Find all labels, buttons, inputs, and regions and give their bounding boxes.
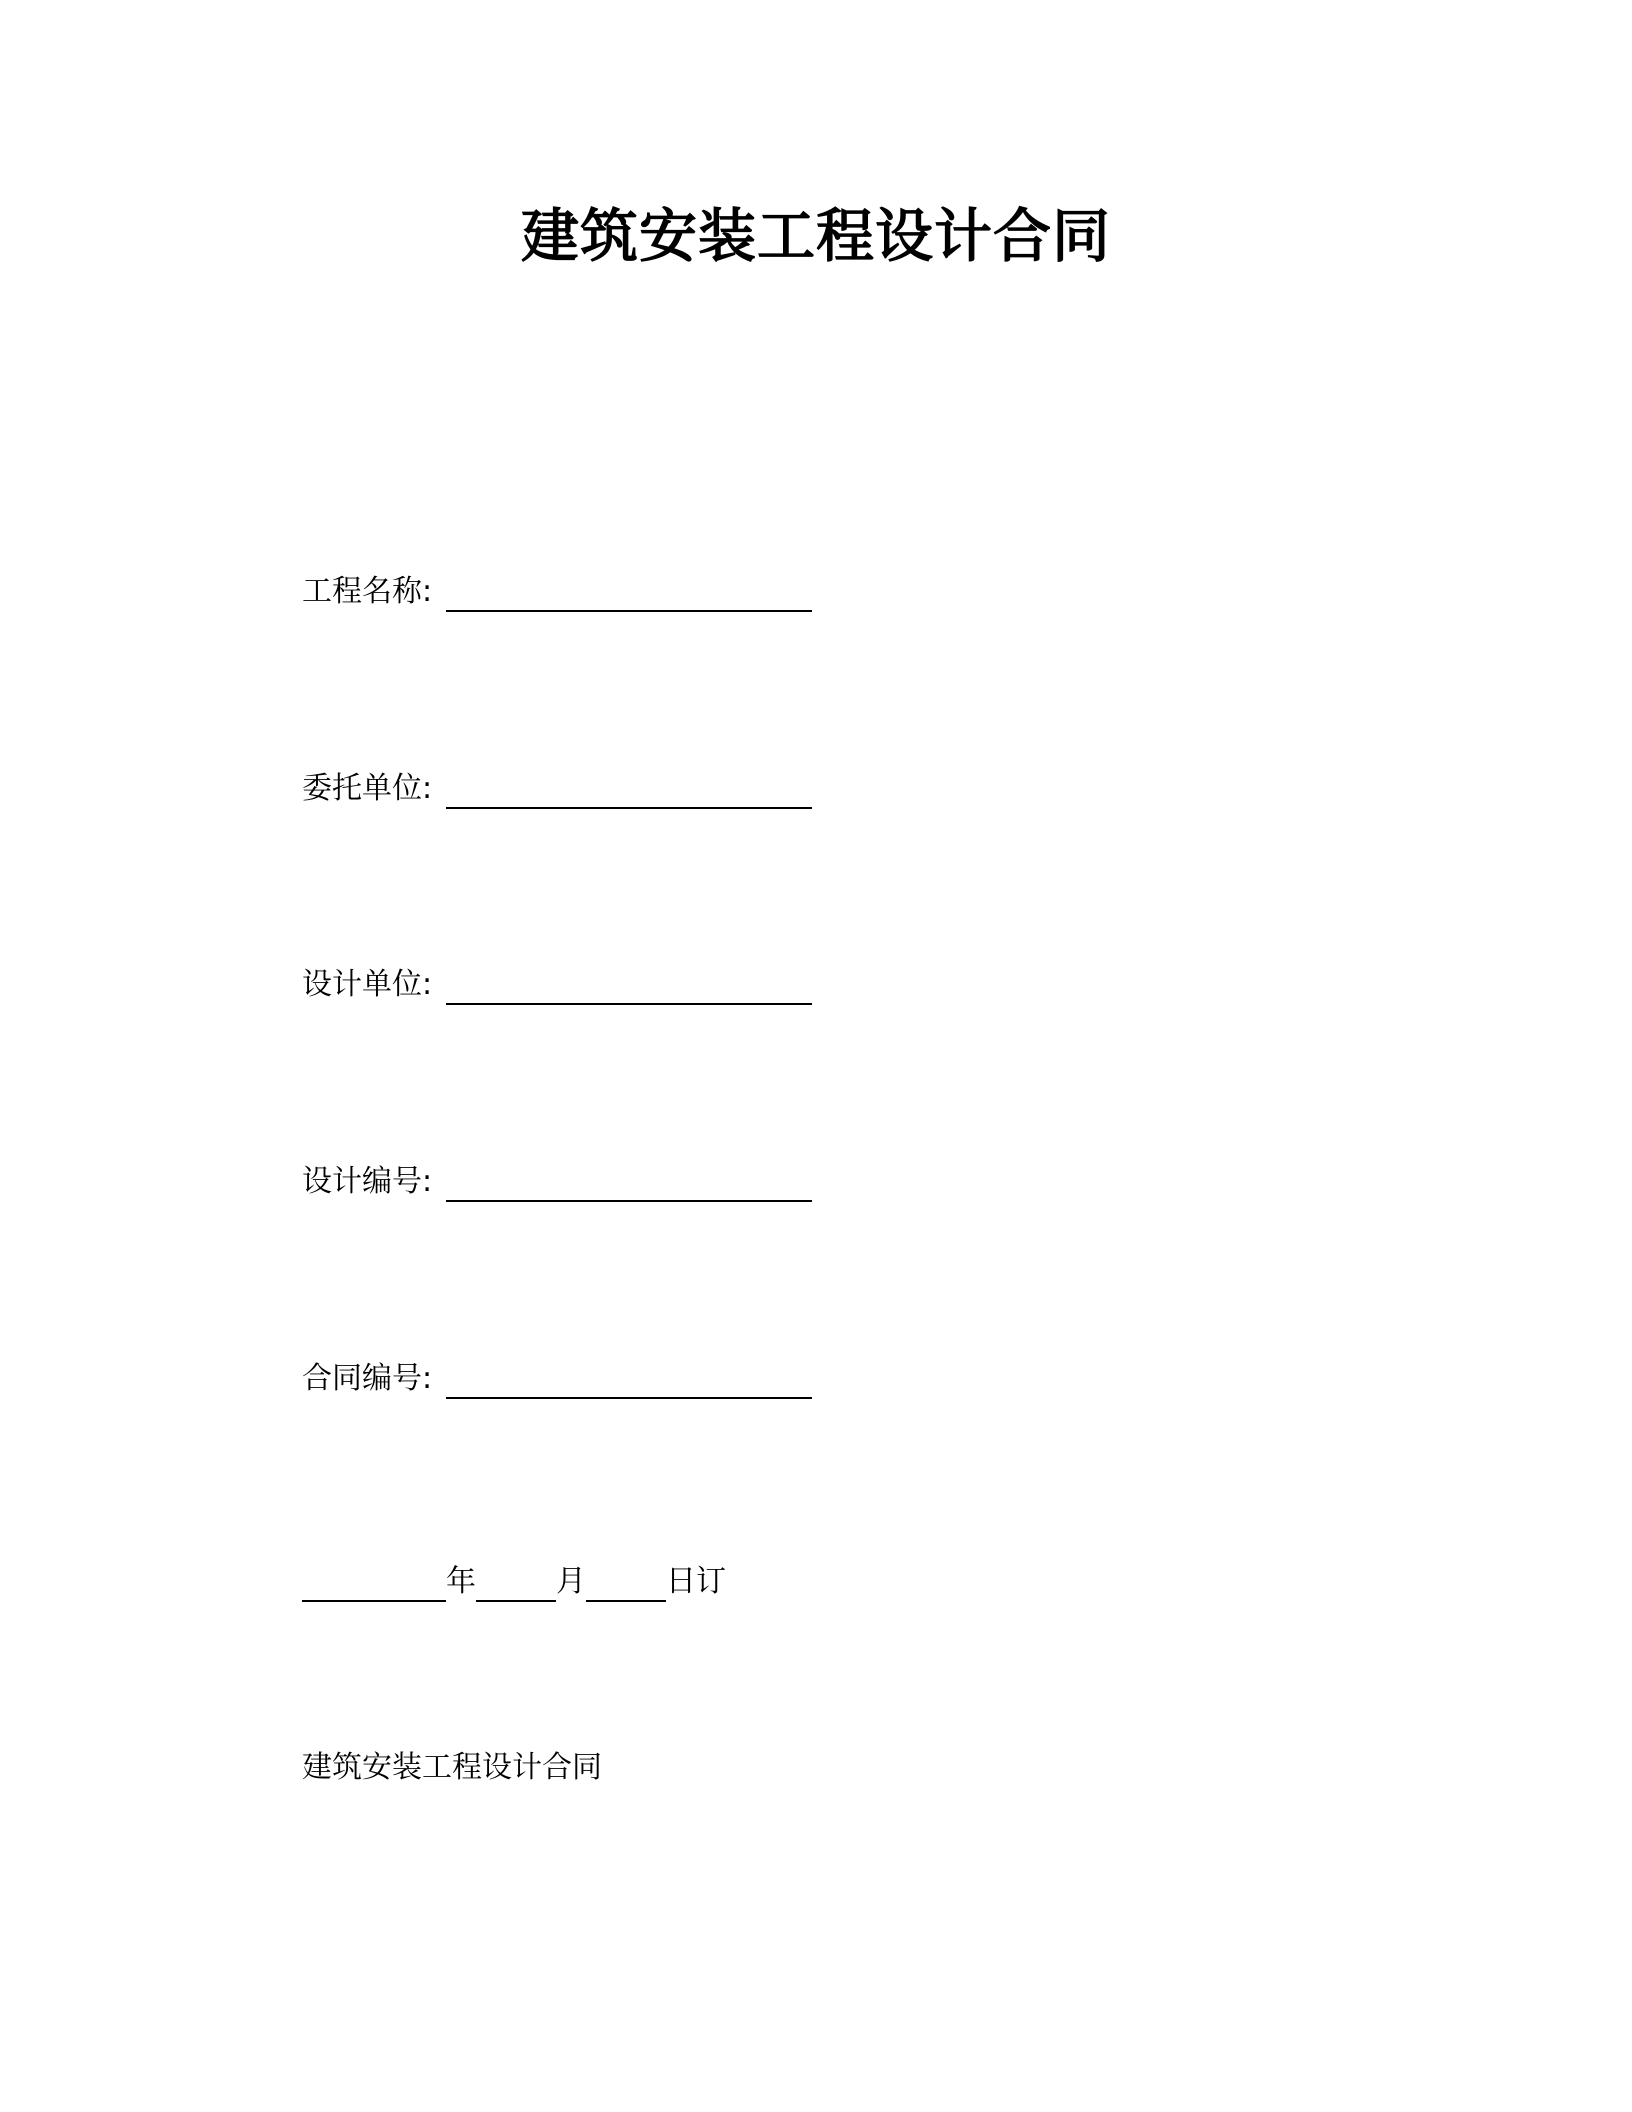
year-blank[interactable]: [302, 1564, 446, 1602]
document-title: 建筑安装工程设计合同: [520, 202, 1111, 270]
field-project-name: [302, 562, 812, 612]
month-label: 月: [556, 1564, 586, 1599]
field-client: [302, 759, 812, 809]
field-design-number: [302, 1152, 812, 1202]
date-line: [302, 1552, 726, 1602]
blank-line[interactable]: [446, 1164, 812, 1202]
field-contract-number: [302, 1349, 812, 1399]
blank-line[interactable]: [446, 967, 812, 1005]
field-label: 设计编号:: [302, 1164, 433, 1199]
blank-line[interactable]: [446, 771, 812, 809]
field-label: 工程名称:: [302, 574, 433, 609]
blank-line[interactable]: [446, 1361, 812, 1399]
field-label: 委托单位:: [302, 771, 433, 806]
month-blank[interactable]: [476, 1564, 556, 1602]
field-design-unit: [302, 955, 812, 1005]
field-label: 合同编号:: [302, 1361, 433, 1396]
day-label: 日订: [666, 1564, 726, 1599]
body-heading: 建筑安装工程设计合同: [302, 1750, 602, 1785]
year-label: 年: [446, 1564, 476, 1599]
field-label: 设计单位:: [302, 967, 433, 1002]
blank-line[interactable]: [446, 574, 812, 612]
day-blank[interactable]: [586, 1564, 666, 1602]
